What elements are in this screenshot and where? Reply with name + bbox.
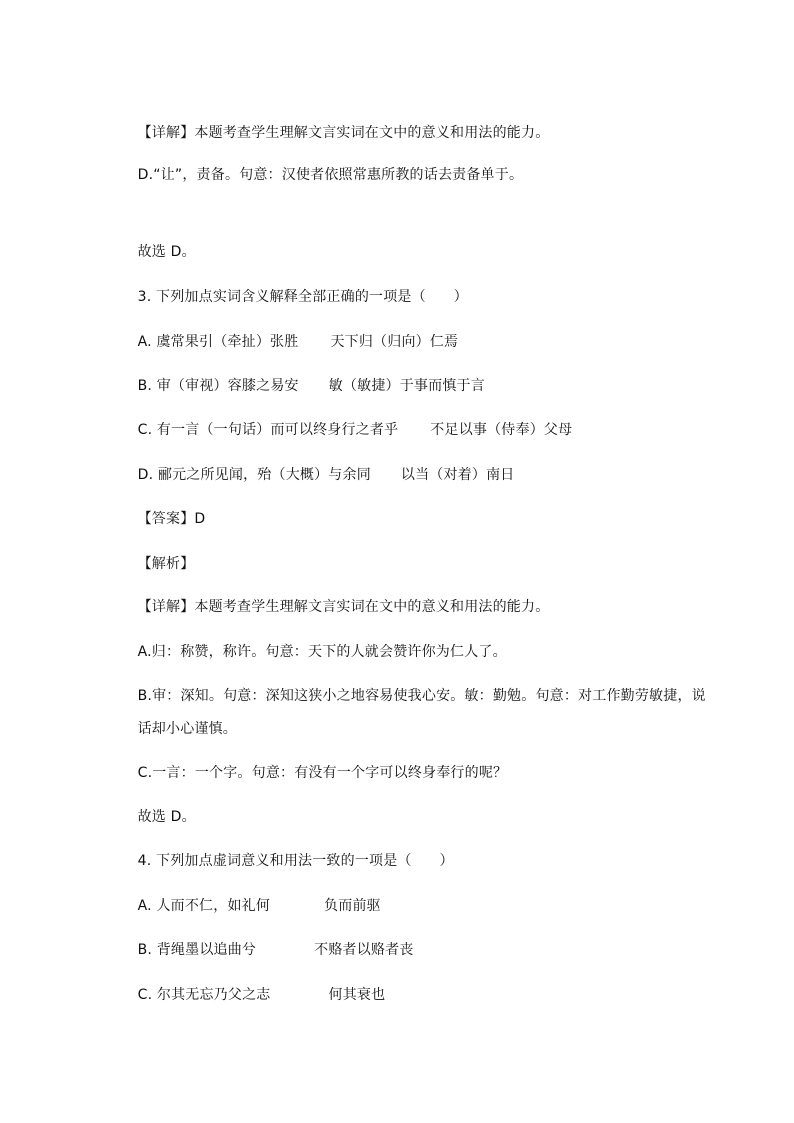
question-3: 3. 下列加点实词含义解释全部正确的一项是（ ） <box>137 289 468 305</box>
choose-d-line-2: 故选 D。 <box>137 809 196 825</box>
option-3a: A. 虞常果引（牵扯）张胜 天下归（归向）仁焉 <box>137 334 459 350</box>
answer-line: 【答案】D <box>137 511 206 527</box>
analysis-heading: 【解析】 <box>137 556 195 572</box>
explanation-c-line: C.一言：一个字。句意：有没有一个字可以终身奉行的呢？ <box>137 765 508 781</box>
option-4b: B. 背绳墨以追曲兮 不赂者以赂者丧 <box>137 942 414 958</box>
explanation-d-line: D.“让”，责备。句意：汉使者依照常惠所教的话去责备单于。 <box>137 167 524 183</box>
detail-heading-2: 【详解】本题考查学生理解文言实词在文中的意义和用法的能力。 <box>137 599 550 615</box>
choose-d-line-1: 故选 D。 <box>137 244 196 260</box>
option-3c: C. 有一言（一句话）而可以终身行之者乎 不足以事（侍奉）父母 <box>137 422 573 438</box>
detail-heading-1: 【详解】本题考查学生理解文言实词在文中的意义和用法的能力。 <box>137 125 550 141</box>
option-3d: D. 郦元之所见闻，殆（大概）与余同 以当（对着）南日 <box>137 467 515 483</box>
explanation-b-line-2: 话却小心谨慎。 <box>137 721 238 737</box>
option-4a: A. 人而不仁，如礼何 负而前驱 <box>137 898 381 914</box>
explanation-a-line: A.归：称赞，称许。句意：天下的人就会赞许你为仁人了。 <box>137 644 507 660</box>
explanation-b-line-1: B.审：深知。句意：深知这狭小之地容易使我心安。敏：勤勉。句意：对工作勤劳敏捷，说 <box>137 688 706 704</box>
option-4c: C. 尔其无忘乃父之志 何其衰也 <box>137 987 386 1003</box>
question-4: 4. 下列加点虚词意义和用法一致的一项是（ ） <box>137 853 454 869</box>
option-3b: B. 审（审视）容膝之易安 敏（敏捷）于事而慎于言 <box>137 378 485 394</box>
